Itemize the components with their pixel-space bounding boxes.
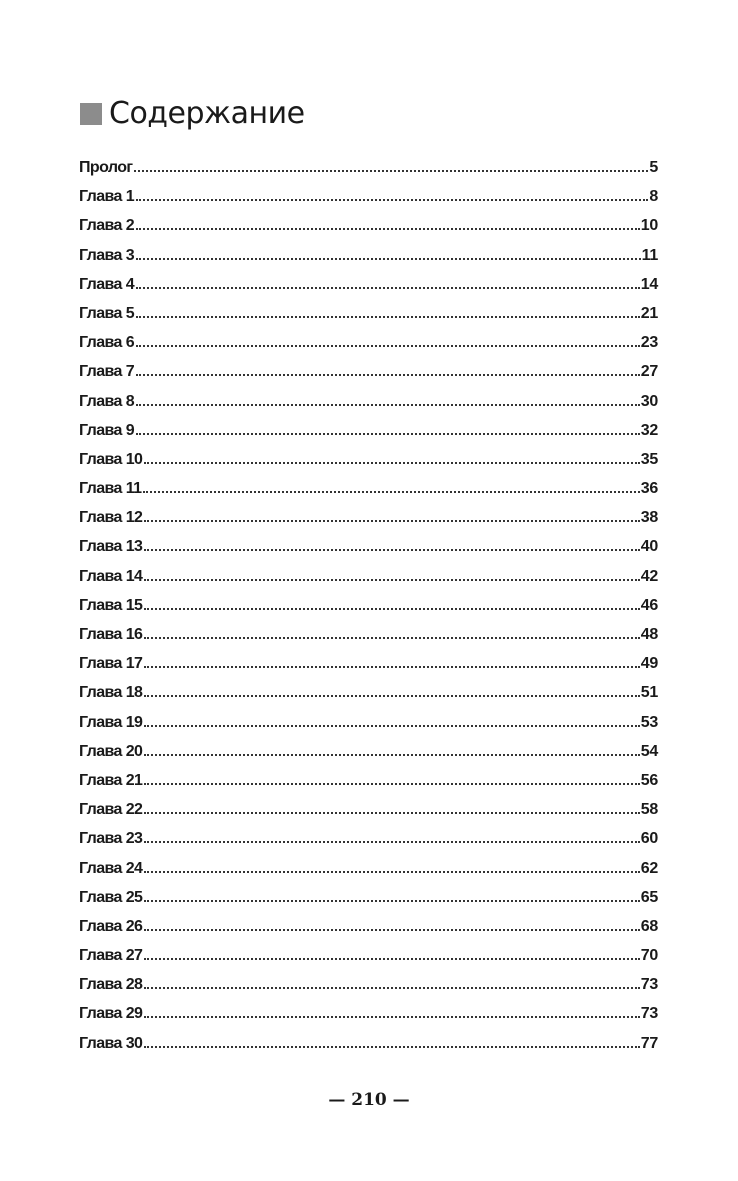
dot-leader <box>144 637 639 639</box>
toc-entry <box>79 912 658 941</box>
toc-entry-page: 65 <box>640 888 658 906</box>
heading-square-marker <box>80 103 102 125</box>
toc-entry <box>79 649 658 678</box>
toc-entry <box>79 766 658 795</box>
dot-leader <box>144 666 639 668</box>
toc-entry-label: Глава 22 <box>79 801 143 819</box>
dot-leader <box>144 608 639 610</box>
dot-leader <box>144 841 639 843</box>
toc-entry-page: 38 <box>640 509 658 527</box>
toc-entry <box>79 678 658 707</box>
toc-entry-label: Глава 4 <box>79 275 135 293</box>
toc-entry-page: 35 <box>640 450 658 468</box>
toc-entry-label: Глава 14 <box>79 567 143 585</box>
dot-leader <box>144 549 639 551</box>
toc-entry-label: Глава 15 <box>79 596 143 614</box>
toc-entry <box>79 416 658 445</box>
toc-entry-label: Глава 2 <box>79 217 135 235</box>
toc-entry <box>79 591 658 620</box>
toc-entry-label: Глава 26 <box>79 917 143 935</box>
page-number: — 210 — <box>328 1090 410 1110</box>
dot-leader <box>144 579 639 581</box>
toc-entry <box>79 387 658 416</box>
toc-entry-page: 48 <box>640 626 658 643</box>
toc-entry-page: 62 <box>640 859 658 877</box>
dot-leader <box>136 374 640 376</box>
dot-leader <box>136 345 640 347</box>
toc-entry <box>79 328 658 357</box>
toc-entry-label: Глава 20 <box>79 742 143 760</box>
toc-entry-page: 58 <box>640 801 658 819</box>
toc-entry-page: 77 <box>640 1034 658 1052</box>
toc-entry-label: Глава 6 <box>79 334 135 352</box>
toc-entry <box>79 737 658 766</box>
dot-leader <box>144 929 639 931</box>
toc-entry-label: Глава 18 <box>79 684 143 702</box>
dot-leader <box>136 316 640 318</box>
toc-entry <box>79 357 658 386</box>
toc-entry-page: 30 <box>640 392 658 410</box>
toc-entry <box>79 182 658 211</box>
toc-entry-page: 54 <box>640 742 658 760</box>
dot-leader <box>144 1016 639 1018</box>
toc-entry-page: 60 <box>640 830 658 848</box>
toc-entry <box>79 532 658 561</box>
toc-entry <box>79 1029 658 1058</box>
toc-entry-page: 49 <box>640 655 658 673</box>
contents-title: Содержание <box>109 96 305 131</box>
dot-leader <box>144 462 639 464</box>
toc-entry-label: Глава 1 <box>79 188 135 206</box>
toc-entry-label: Глава 17 <box>79 655 143 673</box>
dot-leader <box>136 287 640 289</box>
dot-leader <box>136 258 641 260</box>
toc-entry-page: 5 <box>649 159 658 176</box>
toc-entry <box>79 299 658 328</box>
toc-entry-label: Глава 16 <box>79 626 143 643</box>
toc-entry-label: Глава 23 <box>79 830 143 848</box>
toc-entry-label: Глава 24 <box>79 859 143 877</box>
toc-entry <box>79 620 658 649</box>
dot-leader <box>144 754 639 756</box>
dot-leader <box>144 812 639 814</box>
toc-entry-page: 11 <box>641 246 658 264</box>
toc-entry <box>79 795 658 824</box>
toc-entry-page: 51 <box>640 684 658 702</box>
toc-entry-page: 73 <box>640 976 658 994</box>
dot-leader <box>134 170 648 172</box>
toc-entry-page: 70 <box>640 947 658 965</box>
toc-entry <box>79 883 658 912</box>
dot-leader <box>144 1046 639 1048</box>
toc-entry-label: Глава 27 <box>79 947 143 965</box>
toc-entry-label: Глава 10 <box>79 450 143 468</box>
toc-entry-label: Глава 7 <box>79 363 135 381</box>
toc-entry-page: 10 <box>640 217 658 235</box>
toc-entry-label: Глава 13 <box>79 538 143 556</box>
toc-entry-page: 53 <box>640 713 658 731</box>
toc-entry <box>79 970 658 999</box>
toc-entry <box>79 153 658 182</box>
toc-entry-page: 23 <box>640 334 658 352</box>
toc-entry-label: Глава 19 <box>79 713 143 731</box>
toc-entry-label: Глава 28 <box>79 976 143 994</box>
contents-heading <box>80 94 305 134</box>
toc-entry <box>79 941 658 970</box>
toc-entry-label: Глава 12 <box>79 509 143 527</box>
table-of-contents <box>79 153 658 1058</box>
toc-entry-label: Глава 5 <box>79 304 135 322</box>
dot-leader <box>144 987 639 989</box>
toc-entry-label: Пролог <box>79 159 133 176</box>
toc-entry-page: 68 <box>640 917 658 935</box>
toc-entry-page: 42 <box>640 567 658 585</box>
dot-leader <box>144 520 639 522</box>
toc-entry-page: 73 <box>640 1005 658 1023</box>
dot-leader <box>144 725 639 727</box>
dot-leader <box>136 228 640 230</box>
toc-entry-page: 56 <box>640 771 658 789</box>
toc-entry <box>79 562 658 591</box>
toc-entry-label: Глава 30 <box>79 1034 143 1052</box>
toc-entry-label: Глава 25 <box>79 888 143 906</box>
toc-entry-label: Глава 11 <box>79 480 142 498</box>
toc-entry <box>79 445 658 474</box>
toc-entry <box>79 999 658 1028</box>
toc-entry <box>79 474 658 503</box>
toc-entry-page: 8 <box>649 188 658 206</box>
toc-entry <box>79 241 658 270</box>
toc-entry-page: 40 <box>640 538 658 556</box>
toc-entry-label: Глава 3 <box>79 246 135 264</box>
toc-entry <box>79 211 658 240</box>
dot-leader <box>144 900 639 902</box>
toc-entry-label: Глава 29 <box>79 1005 143 1023</box>
toc-entry <box>79 708 658 737</box>
dot-leader <box>143 491 639 493</box>
dot-leader <box>144 783 639 785</box>
dot-leader <box>136 199 648 201</box>
toc-entry <box>79 503 658 532</box>
toc-entry <box>79 854 658 883</box>
dot-leader <box>136 404 640 406</box>
toc-entry-page: 36 <box>640 480 658 498</box>
toc-entry-page: 46 <box>640 596 658 614</box>
toc-entry-label: Глава 21 <box>79 771 143 789</box>
toc-entry-page: 32 <box>640 421 658 439</box>
toc-entry <box>79 824 658 853</box>
dot-leader <box>144 695 639 697</box>
toc-entry-page: 21 <box>640 304 658 322</box>
dot-leader <box>144 958 639 960</box>
dot-leader <box>136 433 640 435</box>
toc-entry-label: Глава 9 <box>79 421 135 439</box>
toc-entry-page: 27 <box>640 363 658 381</box>
toc-entry-page: 14 <box>640 275 658 293</box>
dot-leader <box>144 871 639 873</box>
toc-entry <box>79 270 658 299</box>
toc-entry-label: Глава 8 <box>79 392 135 410</box>
